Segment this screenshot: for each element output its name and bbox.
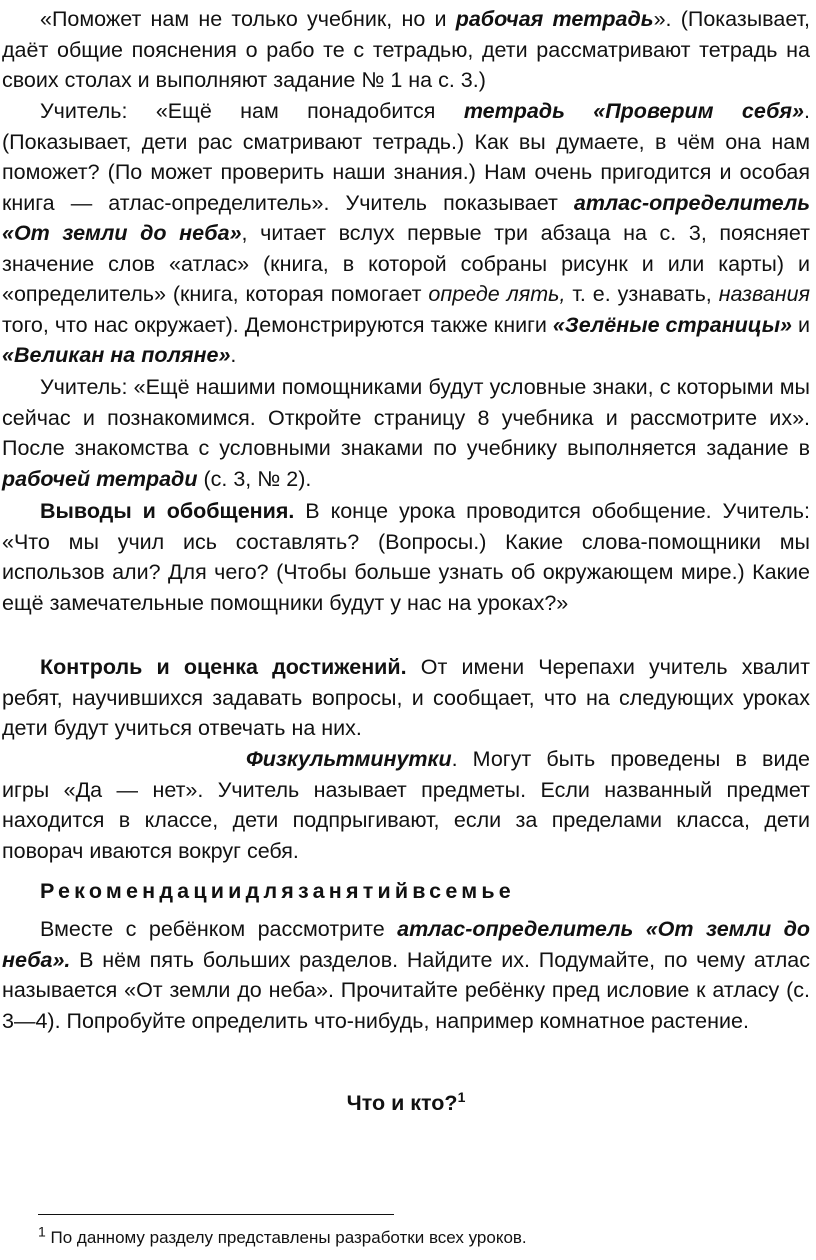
emphasis-giant: «Великан на поляне» (2, 343, 231, 367)
emphasis-check-notebook: тетрадь «Проверим себя» (463, 99, 805, 123)
emphasis-atlas-family: атлас-определитель «От земли до неба». (2, 917, 810, 972)
paragraph-assessment: Контроль и оценка достижений. От имени Черепахи учитель хвалит ребят, научившихся задавать вопросы, и сообщает, что на следующих уроках дети будут учиться отвечать на них. (2, 655, 810, 740)
heading-physical-break: Физкультминутки (246, 747, 452, 771)
footnote-divider (38, 1214, 394, 1215)
paragraph-physical-break: Физкультминутки. Могут быть проведены в виде игры «Да — нет». Учитель называет предметы. Если названный предмет находится в классе, дети подпрыгивают, если за пределами класса, дети поворач иваются вокруг себя. (2, 747, 810, 863)
paragraph-conclusions: Выводы и обобщения. В конце урока проводится обобщение. Учитель: «Что мы учил ись составлять? (Вопросы.) Какие слова-помощники мы использов али? Для чего? (Чтобы больше узнать об окружающем мире.) Какие ещё замечательные помощники будут у нас на уроках?» (2, 499, 810, 615)
paragraph-check-yourself: Учитель: «Ещё нам понадобится тетрадь «Проверим себя». (Показывает, дети рас сматривают тетрадь.) Как вы думаете, в чём она нам поможет? (По может проверить наши знания.) Нам очень пригодится и особая книга — атлас-определитель». Учитель показывает атлас-определитель «От земли до неба», читает вслух первые три абзаца на с. 3, поясняет значение слов «атлас» (книга, в которой собраны рисунк и или карты) и «определитель» (книга, которая помогает опреде лять, т. е. узнавать, названия того, что нас окружает). Демонстрируются также книги «Зелёные страницы» и «Великан на поляне». (2, 99, 811, 367)
emphasis-workbook-task: рабочей тетради (2, 466, 198, 491)
section-title: Что и кто?$^1$ (346, 1088, 466, 1115)
emphasis-workbook: рабочая тетрадь (455, 7, 654, 31)
footnote (38, 1223, 527, 1250)
heading-conclusions: Выводы и обобщения. (40, 499, 295, 523)
emphasis-atlas: атлас-определитель «От земли до неба» (2, 190, 810, 245)
emphasis-names: названия (718, 282, 811, 306)
footnote-mark: 1 (38, 1223, 46, 1240)
paragraph-symbols: Учитель: «Ещё нашими помощниками будут условные знаки, с которыми мы сейчас и познакомимся. Откройте страницу 8 учебника и рассмотрите их». После знакомства с условными знаками по учебнику выполняется задание в рабочей тетради (с. 3, № 2). (2, 375, 810, 491)
emphasis-green-pages: «Зелёные страницы» (552, 312, 793, 337)
heading-assessment: Контроль и оценка достижений. (40, 655, 407, 679)
paragraph-family: Вместе с ребёнком рассмотрите атлас-определитель «От земли до неба». В нём пять больших разделов. Найдите их. Подумайте, по чему атлас называется «От земли до неба». Прочитайте ребёнку пред исловие к атласу (с. 3—4). Попробуйте определить что-нибудь, например комнатное растение. (2, 917, 810, 1033)
footnote-reference: 1 (457, 1088, 466, 1105)
footnote-text: По данному разделу представлены разработки всех уроков. (45, 1228, 527, 1247)
emphasis-define: опреде лять, (428, 282, 566, 306)
heading-family-recommendations: Рекомендациидлязанятийвсемье (40, 879, 515, 903)
paragraph-workbook: «Поможет нам не только учебник, но и рабочая тетрадь». (Показывает, даёт общие пояснения о рабо те с тетрадью, дети рассматривают тетрадь на своих столах и выполняют задание № 1 на с. 3.) (2, 7, 811, 92)
